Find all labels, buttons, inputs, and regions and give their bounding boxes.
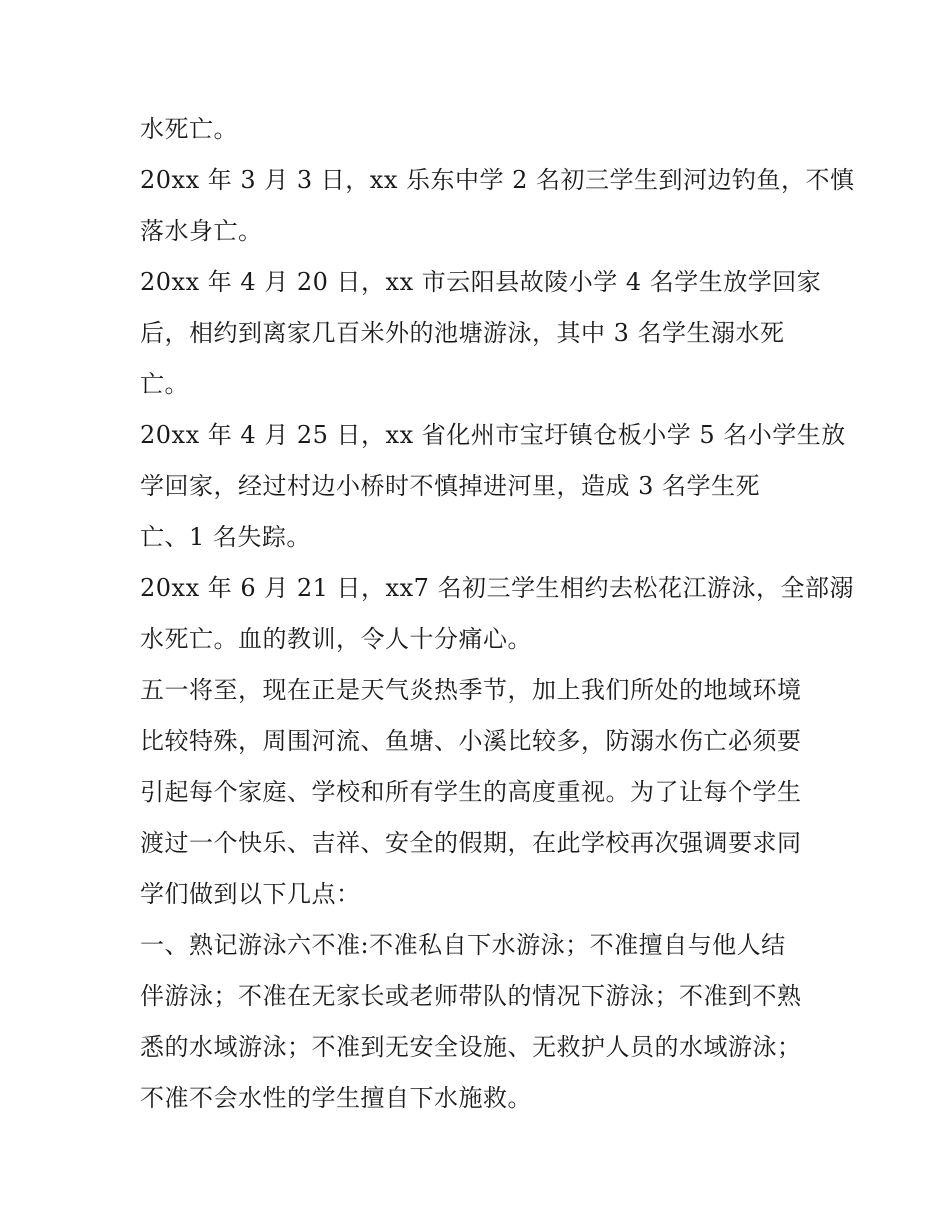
text-line: 20xx 年 4 月 25 日，xx 省化州市宝圩镇仓板小学 5 名小学生放	[140, 421, 846, 449]
text-line: 亡。	[140, 370, 189, 398]
text-line: 亡、1 名失踪。	[140, 523, 311, 551]
text-line: 引起每个家庭、学校和所有学生的高度重视。为了让每个学生	[140, 778, 802, 806]
text-line: 20xx 年 6 月 21 日，xx7 名初三学生相约去松花江游泳，全部溺	[140, 574, 855, 602]
text-line: 伴游泳；不准在无家长或老师带队的情况下游泳；不准到不熟	[140, 982, 802, 1010]
text-line: 不准不会水性的学生擅自下水施救。	[140, 1084, 532, 1112]
document-page	[140, 104, 855, 1124]
text-line: 悉的水域游泳；不准到无安全设施、无救护人员的水域游泳；	[140, 1033, 802, 1061]
text-line: 20xx 年 3 月 3 日，xx 乐东中学 2 名初三学生到河边钓鱼，不慎	[140, 166, 855, 194]
text-line: 学们做到以下几点：	[140, 880, 361, 908]
text-line: 20xx 年 4 月 20 日，xx 市云阳县故陵小学 4 名学生放学回家	[140, 268, 822, 296]
text-line: 比较特殊，周围河流、鱼塘、小溪比较多，防溺水伤亡必须要	[140, 727, 802, 755]
text-line: 五一将至，现在正是天气炎热季节，加上我们所处的地域环境	[140, 676, 802, 704]
text-line: 落水身亡。	[140, 217, 263, 245]
text-line: 渡过一个快乐、吉祥、安全的假期，在此学校再次强调要求同	[140, 829, 802, 857]
text-line: 一、熟记游泳六不准:不准私自下水游泳；不准擅自与他人结	[140, 931, 786, 959]
text-line: 学回家，经过村边小桥时不慎掉进河里，造成 3 名学生死	[140, 472, 761, 500]
text-line: 水死亡。血的教训，令人十分痛心。	[140, 625, 532, 653]
text-line: 后，相约到离家几百米外的池塘游泳，其中 3 名学生溺水死	[140, 319, 785, 347]
text-line: 水死亡。	[140, 115, 238, 143]
